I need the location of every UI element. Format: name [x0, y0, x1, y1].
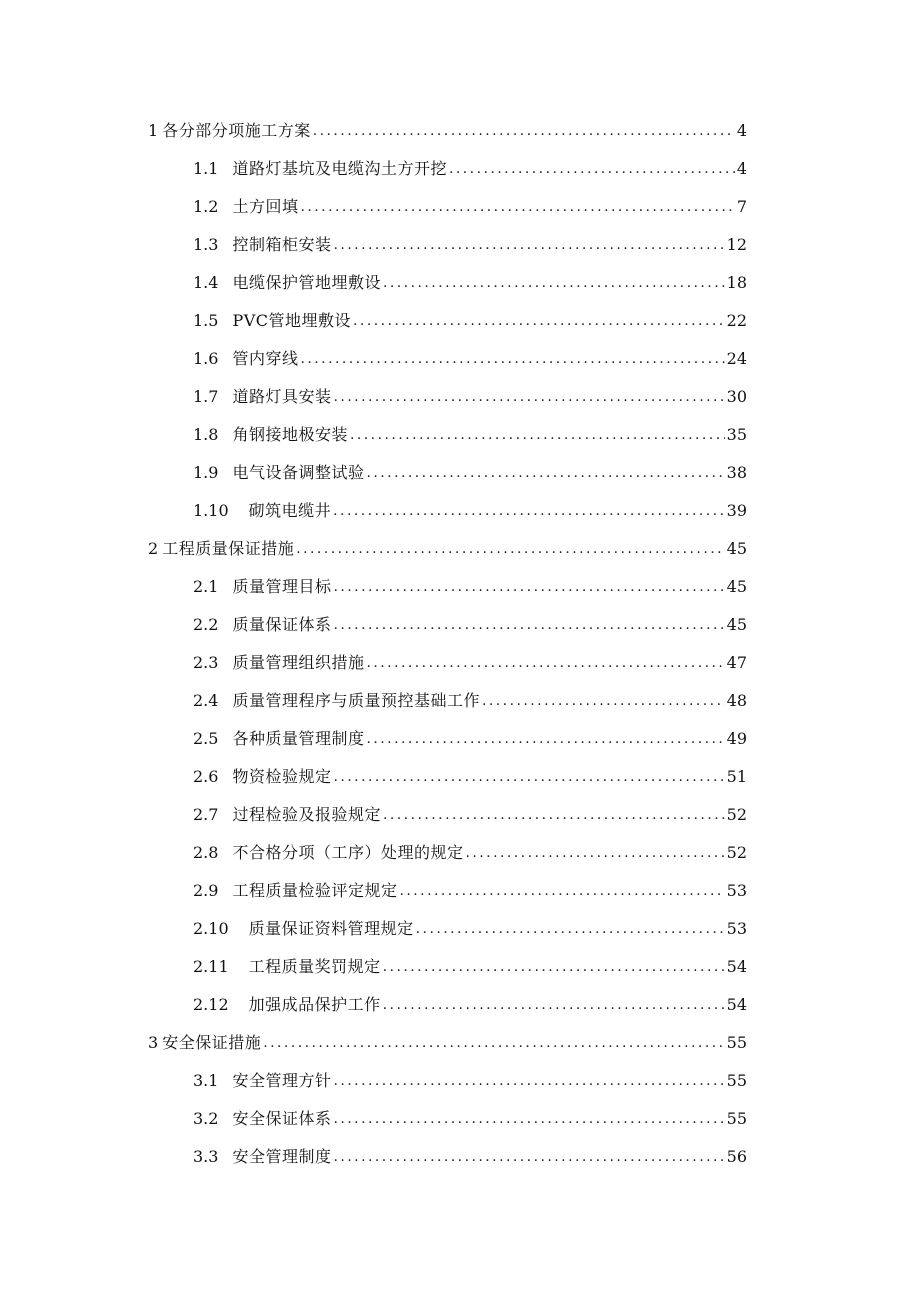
toc-entry-title: 质量保证体系	[232, 615, 332, 634]
toc-dot-leader	[383, 995, 745, 1015]
toc-entry-number: 1.8	[193, 425, 219, 444]
toc-dot-leader	[333, 501, 745, 521]
toc-dot-leader	[449, 159, 745, 179]
toc-entry-number: 2.9	[193, 881, 219, 900]
toc-entry-section[interactable]	[0, 644, 920, 682]
toc-dot-leader	[333, 577, 745, 597]
toc-entry-page-number: 39	[726, 501, 747, 520]
toc-entry-section[interactable]	[0, 796, 920, 834]
toc-entry-number: 2.12	[193, 995, 229, 1014]
toc-entry-section[interactable]	[0, 568, 920, 606]
toc-entry-section[interactable]	[0, 454, 920, 492]
toc-dot-leader	[263, 1033, 745, 1053]
toc-entry-title: 土方回填	[232, 197, 299, 216]
toc-entry-page-number: 22	[726, 311, 747, 330]
toc-entry-number: 1.9	[193, 463, 219, 482]
toc-dot-leader	[300, 197, 745, 217]
toc-entry-page-number: 18	[726, 273, 747, 292]
toc-entry-title: 安全管理制度	[232, 1147, 332, 1166]
toc-dot-leader	[383, 957, 745, 977]
toc-entry-number: 1.4	[193, 273, 219, 292]
toc-entry-number: 2.2	[193, 615, 219, 634]
toc-entry-title: 电气设备调整试验	[232, 463, 365, 482]
toc-entry-title: 角钢接地极安装	[232, 425, 348, 444]
toc-entry-page-number: 52	[726, 843, 747, 862]
toc-entry-page-number: 7	[736, 197, 747, 216]
toc-entry-page-number: 49	[726, 729, 747, 748]
toc-entry-page-number: 45	[726, 577, 747, 596]
toc-entry-section[interactable]	[0, 302, 920, 340]
toc-entry-number: 3.2	[193, 1109, 219, 1128]
toc-entry-number: 2	[148, 539, 159, 558]
toc-entry-section[interactable]	[0, 416, 920, 454]
toc-dot-leader	[366, 463, 745, 483]
toc-dot-leader	[383, 273, 745, 293]
toc-entry-title: 不合格分项（工序）处理的规定	[232, 843, 464, 862]
toc-entry-page-number: 30	[726, 387, 747, 406]
toc-entry-title: 各分部分项施工方案	[162, 121, 311, 140]
toc-entry-number: 2.11	[193, 957, 229, 976]
toc-entry-section[interactable]	[0, 720, 920, 758]
toc-entry-page-number: 55	[726, 1109, 747, 1128]
toc-dot-leader	[416, 919, 745, 939]
toc-entry-chapter[interactable]	[0, 112, 920, 150]
toc-dot-leader	[333, 1071, 745, 1091]
toc-entry-number: 3	[148, 1033, 159, 1052]
toc-dot-leader	[333, 767, 745, 787]
toc-dot-leader	[333, 387, 745, 407]
toc-entry-section[interactable]	[0, 188, 920, 226]
toc-entry-number: 2.3	[193, 653, 219, 672]
toc-entry-section[interactable]	[0, 682, 920, 720]
toc-entry-section[interactable]	[0, 1138, 920, 1176]
toc-entry-section[interactable]	[0, 606, 920, 644]
toc-dot-leader	[333, 235, 745, 255]
toc-entry-number: 2.1	[193, 577, 219, 596]
toc-entry-page-number: 48	[726, 691, 747, 710]
toc-entry-title: 各种质量管理制度	[232, 729, 365, 748]
toc-entry-number: 2.4	[193, 691, 219, 710]
toc-entry-section[interactable]	[0, 872, 920, 910]
toc-entry-section[interactable]	[0, 986, 920, 1024]
toc-entry-title: 安全管理方针	[232, 1071, 332, 1090]
toc-entry-title: 道路灯基坑及电缆沟土方开挖	[232, 159, 447, 178]
toc-dot-leader	[296, 539, 745, 559]
table-of-contents	[0, 112, 920, 1176]
toc-entry-section[interactable]	[0, 834, 920, 872]
toc-entry-title: 电缆保护管地埋敷设	[232, 273, 381, 292]
toc-entry-title: 物资检验规定	[232, 767, 332, 786]
toc-entry-number: 1.6	[193, 349, 219, 368]
toc-dot-leader	[353, 311, 745, 331]
toc-entry-page-number: 12	[726, 235, 747, 254]
toc-entry-number: 2.5	[193, 729, 219, 748]
toc-entry-page-number: 35	[726, 425, 747, 444]
toc-entry-title: 质量管理程序与质量预控基础工作	[232, 691, 480, 710]
toc-entry-section[interactable]	[0, 1062, 920, 1100]
toc-entry-page-number: 52	[726, 805, 747, 824]
toc-entry-number: 1	[148, 121, 159, 140]
toc-entry-number: 1.5	[193, 311, 219, 330]
toc-entry-section[interactable]	[0, 226, 920, 264]
toc-entry-title: 管内穿线	[232, 349, 299, 368]
toc-dot-leader	[383, 805, 745, 825]
toc-entry-title: 砌筑电缆井	[248, 501, 332, 520]
toc-entry-title: 安全保证体系	[232, 1109, 332, 1128]
toc-dot-leader	[350, 425, 745, 445]
toc-entry-section[interactable]	[0, 150, 920, 188]
toc-entry-chapter[interactable]	[0, 1024, 920, 1062]
toc-entry-number: 2.7	[193, 805, 219, 824]
toc-entry-section[interactable]	[0, 378, 920, 416]
toc-entry-number: 1.1	[193, 159, 219, 178]
toc-dot-leader	[333, 615, 745, 635]
toc-entry-page-number: 38	[726, 463, 747, 482]
toc-entry-number: 3.3	[193, 1147, 219, 1166]
toc-entry-section[interactable]	[0, 340, 920, 378]
toc-entry-page-number: 54	[726, 995, 747, 1014]
toc-entry-number: 2.6	[193, 767, 219, 786]
toc-dot-leader	[333, 1109, 745, 1129]
toc-dot-leader	[366, 653, 745, 673]
toc-entry-page-number: 55	[726, 1033, 747, 1052]
toc-entry-page-number: 4	[736, 121, 747, 140]
toc-entry-title: 安全保证措施	[162, 1033, 262, 1052]
toc-entry-page-number: 45	[726, 539, 747, 558]
toc-entry-page-number: 55	[726, 1071, 747, 1090]
toc-entry-title: 质量管理组织措施	[232, 653, 365, 672]
toc-entry-page-number: 56	[726, 1147, 747, 1166]
toc-dot-leader	[465, 843, 745, 863]
toc-entry-number: 1.10	[193, 501, 229, 520]
toc-entry-title: 控制箱柜安装	[232, 235, 332, 254]
toc-entry-page-number: 45	[726, 615, 747, 634]
toc-entry-title: 质量管理目标	[232, 577, 332, 596]
toc-entry-section[interactable]	[0, 948, 920, 986]
toc-entry-number: 1.2	[193, 197, 219, 216]
toc-entry-number: 1.7	[193, 387, 219, 406]
toc-entry-number: 3.1	[193, 1071, 219, 1090]
toc-dot-leader	[300, 349, 745, 369]
toc-entry-page-number: 47	[726, 653, 747, 672]
toc-entry-page-number: 53	[726, 881, 747, 900]
toc-entry-page-number: 53	[726, 919, 747, 938]
toc-dot-leader	[399, 881, 745, 901]
toc-dot-leader	[366, 729, 745, 749]
toc-entry-chapter[interactable]	[0, 530, 920, 568]
toc-entry-page-number: 54	[726, 957, 747, 976]
toc-entry-section[interactable]	[0, 910, 920, 948]
toc-entry-title: PVC管地埋敷设	[232, 311, 352, 330]
toc-entry-title: 过程检验及报验规定	[232, 805, 381, 824]
toc-dot-leader	[313, 121, 745, 141]
toc-entry-section[interactable]	[0, 1100, 920, 1138]
toc-entry-section[interactable]	[0, 758, 920, 796]
toc-entry-title: 质量保证资料管理规定	[248, 919, 414, 938]
toc-entry-title: 加强成品保护工作	[248, 995, 381, 1014]
toc-entry-number: 2.8	[193, 843, 219, 862]
toc-entry-title: 工程质量奖罚规定	[248, 957, 381, 976]
toc-entry-title: 工程质量检验评定规定	[232, 881, 398, 900]
toc-entry-title: 工程质量保证措施	[162, 539, 295, 558]
toc-entry-title: 道路灯具安装	[232, 387, 332, 406]
toc-dot-leader	[482, 691, 745, 711]
toc-entry-page-number: 24	[726, 349, 747, 368]
toc-entry-number: 2.10	[193, 919, 229, 938]
toc-entry-section[interactable]	[0, 264, 920, 302]
toc-entry-page-number: 51	[726, 767, 747, 786]
toc-entry-page-number: 4	[736, 159, 747, 178]
toc-dot-leader	[333, 1147, 745, 1167]
toc-entry-number: 1.3	[193, 235, 219, 254]
toc-entry-section[interactable]	[0, 492, 920, 530]
